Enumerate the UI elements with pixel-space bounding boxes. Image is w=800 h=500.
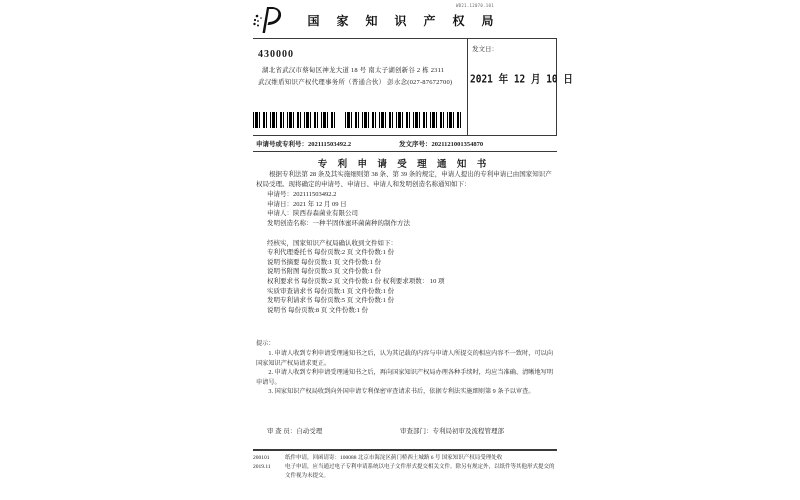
dispatch-serial-line: 发文序号：2021121001354870 <box>399 141 484 148</box>
received-doc-item: 说明书附图 每份页数:3 页 文件份数:1 份 <box>267 268 382 276</box>
footer-form-version: 2019.11 <box>253 464 271 470</box>
note-item: 1. 申请人收到专利申请受理通知书之后，认为其记载的内容与申请人所提交的相应内容不一致时，可以向国家知识产权局请求更正。 <box>256 349 554 367</box>
barcode-application-number <box>253 112 335 128</box>
received-documents-header: 经核实，国家知识产权局确认收到文件如下： <box>267 239 397 247</box>
received-doc-item: 说明书 每份页数:8 页 文件份数:1 份 <box>267 306 369 314</box>
application-fields <box>256 190 557 228</box>
intro-paragraph: 根据专利法第 28 条及其实施细则第 38 条、第 39 条的规定，申请人提出的专利申请已由国家知识产权局受理。现将确定的申请号、申请日、申请人和发明创造名称通知如下： <box>256 171 552 188</box>
number-row-divider <box>253 151 557 152</box>
recipient-address-line1: 湖北省武汉市蔡甸区神龙大道 18 号 南太子湖创新谷 2 栋 2311 <box>262 67 445 74</box>
footer-paper-filing-line: 纸件申请，回函请寄：100088 北京市海淀区蓟门桥西土城路 6 号 国家知识产权局受理处收 <box>285 455 503 461</box>
footer-divider <box>253 449 557 451</box>
field-application-number: 申请号：202111503492.2 <box>267 191 337 199</box>
notice-body <box>256 170 557 397</box>
footer-e-filing-line: 电子申请，应当通过电子专利申请系统以电子文件形式提交相关文件。除另有规定外，以纸件等其他形式提交的文件视为未提交。 <box>285 464 555 479</box>
application-number-line: 申请号或专利号：202111503492.2 <box>256 141 352 148</box>
footer-instructions <box>285 454 557 481</box>
note-item: 2. 申请人收到专利申请受理通知书之后，再向国家知识产权局办理各种手续时，均应当准确、清晰地写明申请号。 <box>256 369 554 386</box>
notes-block <box>256 339 557 397</box>
footer <box>253 454 557 481</box>
field-applicant: 申请人：陕西春森菌业有限公司 <box>267 210 358 218</box>
barcode-serial-number <box>345 112 462 128</box>
dispatch-box-right-border <box>556 38 557 135</box>
footer-form-codes <box>253 454 285 481</box>
org-title: 国 家 知 识 产 权 局 <box>307 14 501 28</box>
department-value: 专利局初审及流程管理部 <box>432 428 504 435</box>
received-doc-item: 发明专利请求书 每份页数:5 页 文件份数:1 份 <box>267 297 395 305</box>
examiner-label: 审 查 员： <box>267 428 297 435</box>
examiner-value: 自动受理 <box>296 428 323 435</box>
examiner-line <box>267 426 322 435</box>
dispatch-box-left-border <box>467 38 468 135</box>
field-filing-date: 申请日：2021 年 12 月 09 日 <box>267 200 347 208</box>
department-label: 审查部门： <box>400 428 433 435</box>
received-doc-item: 实质审查请求书 每份页数:1 页 文件份数:1 份 <box>267 287 395 295</box>
note-item: 3. 国家知识产权局收到向外国申请专利保密审查请求书后，依据专利法实施细则第 9 条予以审查。 <box>268 388 535 396</box>
footer-form-code: 200101 <box>253 455 270 461</box>
field-invention-title: 发明创造名称：一种半固体蜜环菌菌种的制作方法 <box>267 219 410 227</box>
received-doc-item: 说明书摘要 每份页数:1 页 文件份数:1 份 <box>267 258 382 266</box>
corner-document-code: WD21.12070.101 <box>456 3 494 8</box>
dispatch-date-label: 发文日： <box>472 46 498 53</box>
recipient-postcode: 430000 <box>258 49 294 60</box>
review-department-line <box>400 426 504 435</box>
recipient-address-line2: 武汉维盾知识产权代理事务所（普通合伙） 彭水念(027-87672700) <box>258 79 453 86</box>
barcode-divider <box>253 135 557 136</box>
header-divider <box>253 38 557 39</box>
dispatch-date-stamp: 2021 年 12 月 10 日 <box>470 73 573 87</box>
notice-title: 专 利 申 请 受 理 通 知 书 <box>317 160 491 170</box>
received-doc-item: 专利代理委托书 每份页数:2 页 文件份数:1 份 <box>267 249 395 257</box>
notes-header: 提示： <box>256 340 275 348</box>
received-documents-block <box>256 239 557 316</box>
received-doc-item: 权利要求书 每份页数:2 页 文件份数:1 份 权利要求项数： 10 项 <box>267 277 445 285</box>
